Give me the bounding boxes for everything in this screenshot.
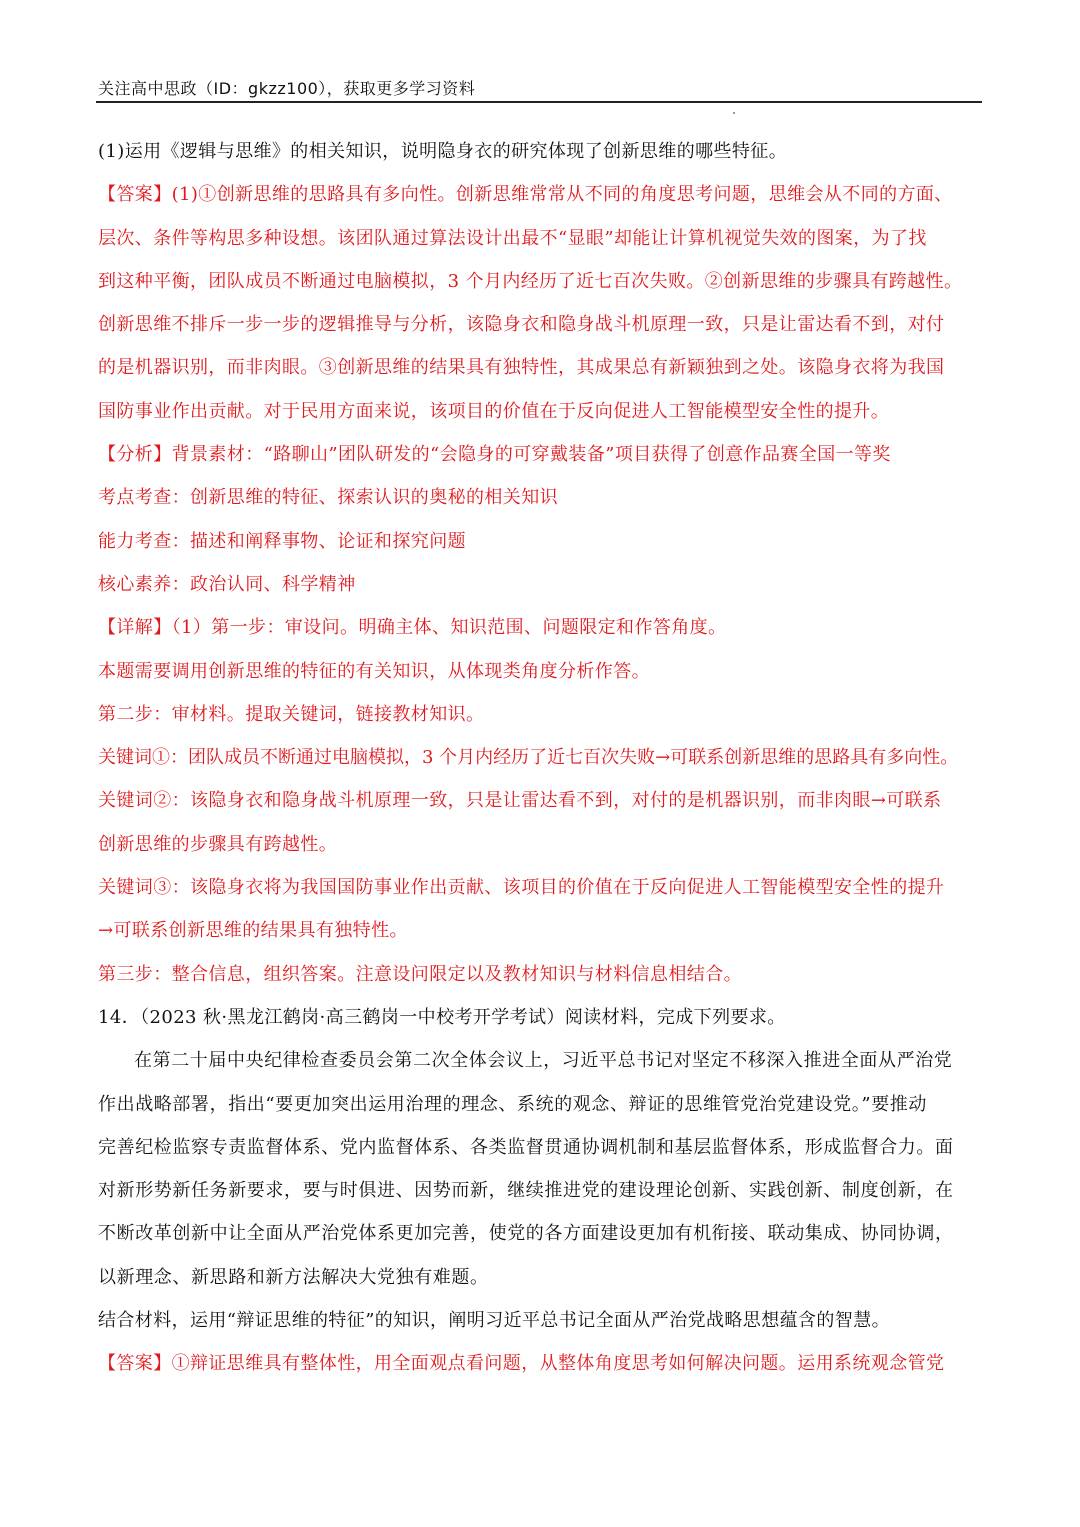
q1-literacy: 核心素养：政治认同、科学精神 <box>98 573 356 595</box>
q14-material-line-4: 对新形势新任务新要求，要与时俱进、因势而新，继续推进党的建设理论创新、实践创新、制度创新，在 <box>98 1180 954 1202</box>
q1-detail-line-1: 本题需要调用创新思维的特征的有关知识，从体现类角度分析作答。 <box>98 660 650 682</box>
q14-material-line-5: 不断改革创新中让全面从严治党体系更加完善，使党的各方面建设更加有机衔接、联动集成、协同协调， <box>98 1223 954 1245</box>
header-divider <box>96 101 982 103</box>
q1-analysis <box>98 433 983 476</box>
q1-detail-line-3: 关键词①：团队成员不断通过电脑模拟，3 个月内经历了近七百次失败→可联系创新思维的思路具有多向性。 <box>98 747 959 769</box>
q14-material-line-1: 在第二十届中央纪律检查委员会第二次全体会议上，习近平总书记对坚定不移深入推进全面从严治党 <box>134 1050 953 1072</box>
q14-question: 结合材料，运用“辩证思维的特征”的知识，阐明习近平总书记全面从严治党战略思想蕴含的智慧。 <box>98 1310 890 1332</box>
q1-answer-line-4: 创新思维不排斥一步一步的逻辑推导与分析，该隐身衣和隐身战斗机原理一致，只是让雷达看不到，对付 <box>98 314 945 336</box>
answer-text: ①辩证思维具有整体性，用全面观点看问题，从整体角度思考如何解决问题。运用系统观念管党 <box>171 1353 945 1375</box>
answer-tag: 【答案】 <box>98 1353 172 1375</box>
q1-detail-line-5: 创新思维的步骤具有跨越性。 <box>98 833 338 855</box>
q14-answer <box>98 1342 983 1385</box>
q1-ability: 能力考查：描述和阐释事物、论证和探究问题 <box>98 530 466 552</box>
q1-detail <box>98 606 983 649</box>
q14-title: 14．（2023 秋·黑龙江鹤岗·高三鹤岗一中校考开学考试）阅读材料，完成下列要求。 <box>98 1006 786 1028</box>
q1-answer-line-3: 到这种平衡，团队成员不断通过电脑模拟，3 个月内经历了近七百次失败。②创新思维的步骤具有跨越性。 <box>98 270 963 292</box>
answer-text: (1)①创新思维的思路具有多向性。创新思维常常从不同的角度思考问题，思维会从不同的方面、 <box>171 184 953 206</box>
q14-material-line-3: 完善纪检监察专责监督体系、党内监督体系、各类监督贯通协调机制和基层监督体系，形成监督合力。面 <box>98 1136 954 1158</box>
detail-tag: 【详解】 <box>98 617 172 639</box>
answer-tag: 【答案】 <box>98 184 172 206</box>
q1-detail-line-4: 关键词②：该隐身衣和隐身战斗机原理一致，只是让雷达看不到，对付的是机器识别，而非肉眼→可联系 <box>98 790 942 812</box>
q1-answer-line-2: 层次、条件等构思多种设想。该团队通过算法设计出最不“显眼”却能让计算机视觉失效的图案，为了找 <box>98 227 927 249</box>
q14-material-line-2: 作出战略部署，指出“要更加突出运用治理的理念、系统的观念、辩证的思维管党治党建设党。”要推动 <box>98 1093 927 1115</box>
page-header: 关注高中思政（ID：gkzz100），获取更多学习资料 <box>98 79 476 98</box>
q1-exam-points: 考点考查：创新思维的特征、探索认识的奥秘的相关知识 <box>98 487 558 509</box>
q1-answer-line-5: 的是机器识别，而非肉眼。③创新思维的结果具有独特性，其成果总有新颖独到之处。该隐身衣将为我国 <box>98 357 945 379</box>
q1-detail-line-8: 第三步：整合信息，组织答案。注意设问限定以及教材知识与材料信息相结合。 <box>98 963 742 985</box>
q1-detail-line-6: 关键词③：该隐身衣将为我国国防事业作出贡献、该项目的价值在于反向促进人工智能模型安全性的提升 <box>98 877 945 899</box>
q1-answer-line-6: 国防事业作出贡献。对于民用方面来说，该项目的价值在于反向促进人工智能模型安全性的提升。 <box>98 400 890 422</box>
analysis-text: 背景素材：“路聊山”团队研发的“会隐身的可穿戴装备”项目获得了创意作品赛全国一等奖 <box>171 444 891 466</box>
q1-detail-line-2: 第二步：审材料。提取关键词，链接教材知识。 <box>98 703 485 725</box>
q1-question: (1)运用《逻辑与思维》的相关知识，说明隐身衣的研究体现了创新思维的哪些特征。 <box>98 141 788 162</box>
document-body <box>98 130 983 1386</box>
q1-answer-line-1 <box>98 173 983 216</box>
analysis-tag: 【分析】 <box>98 444 172 466</box>
q14-material-line-6: 以新理念、新思路和新方法解决大党独有难题。 <box>98 1266 489 1288</box>
q1-detail-line-7: →可联系创新思维的结果具有独特性。 <box>98 920 408 942</box>
detail-text: （1）第一步：审设问。明确主体、知识范围、问题限定和作答角度。 <box>171 617 727 639</box>
stray-dot <box>733 112 735 114</box>
